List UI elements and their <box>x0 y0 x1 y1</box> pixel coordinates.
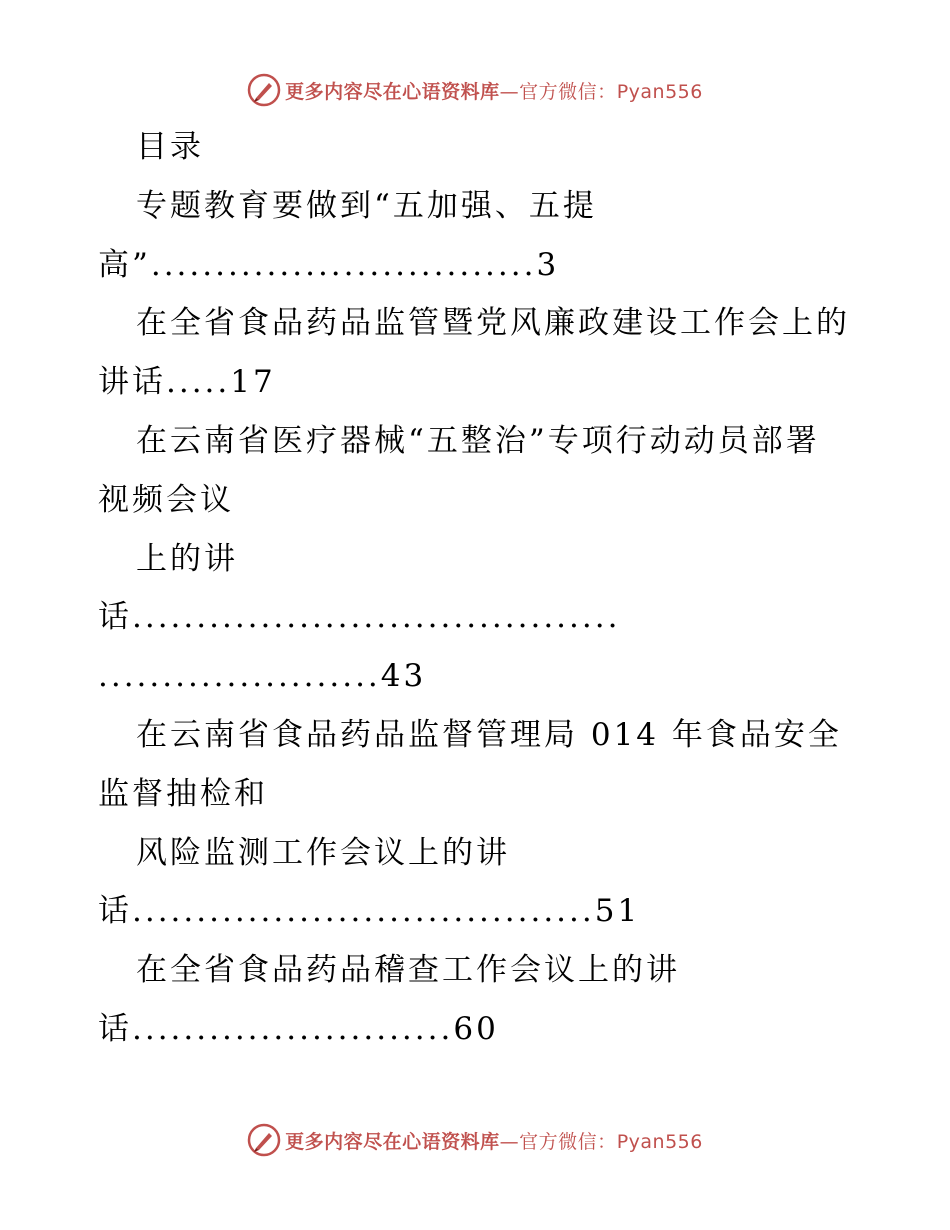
toc-line: 上的讲 <box>136 540 238 577</box>
header-banner <box>0 70 950 110</box>
toc-line: 高”..............................3 <box>98 246 560 283</box>
banner-wechat-label: —官方微信： <box>499 1130 617 1153</box>
toc-line: ......................43 <box>98 658 427 695</box>
toc-line: 在全省食品药品监管暨党风廉政建设工作会上的 <box>136 305 850 342</box>
toc-title: 目录 <box>136 129 204 165</box>
banner-wechat-id: Pyan556 <box>616 1130 703 1153</box>
banner-wechat-id: Pyan556 <box>616 80 703 103</box>
pen-logo-icon <box>247 1123 281 1157</box>
toc-line: 在全省食品药品稽查工作会议上的讲 <box>136 952 680 989</box>
toc-line: 风险监测工作会议上的讲 <box>136 834 510 871</box>
toc-line: 讲话.....17 <box>98 364 276 401</box>
banner-wechat-label: —官方微信： <box>499 80 617 103</box>
banner-site-name: 更多内容尽在心语资料库 <box>285 1130 500 1153</box>
banner-text <box>285 77 703 104</box>
banner-text <box>285 1127 703 1154</box>
toc-line: 话....................................51 <box>98 893 641 930</box>
banner-site-name: 更多内容尽在心语资料库 <box>285 80 500 103</box>
pen-logo-icon <box>247 73 281 107</box>
toc-line: 话.........................60 <box>98 1010 499 1047</box>
table-of-contents <box>98 118 858 1059</box>
footer-banner <box>0 1120 950 1160</box>
toc-line: 在云南省医疗器械“五整治”专项行动动员部署 <box>136 422 820 459</box>
toc-line: 视频会议 <box>98 481 234 518</box>
toc-line: 在云南省食品药品监督管理局 014 年食品安全 <box>136 716 842 753</box>
toc-line: 话...................................... <box>98 599 621 636</box>
toc-line: 监督抽检和 <box>98 775 268 812</box>
toc-line: 专题教育要做到“五加强、五提 <box>136 187 597 224</box>
